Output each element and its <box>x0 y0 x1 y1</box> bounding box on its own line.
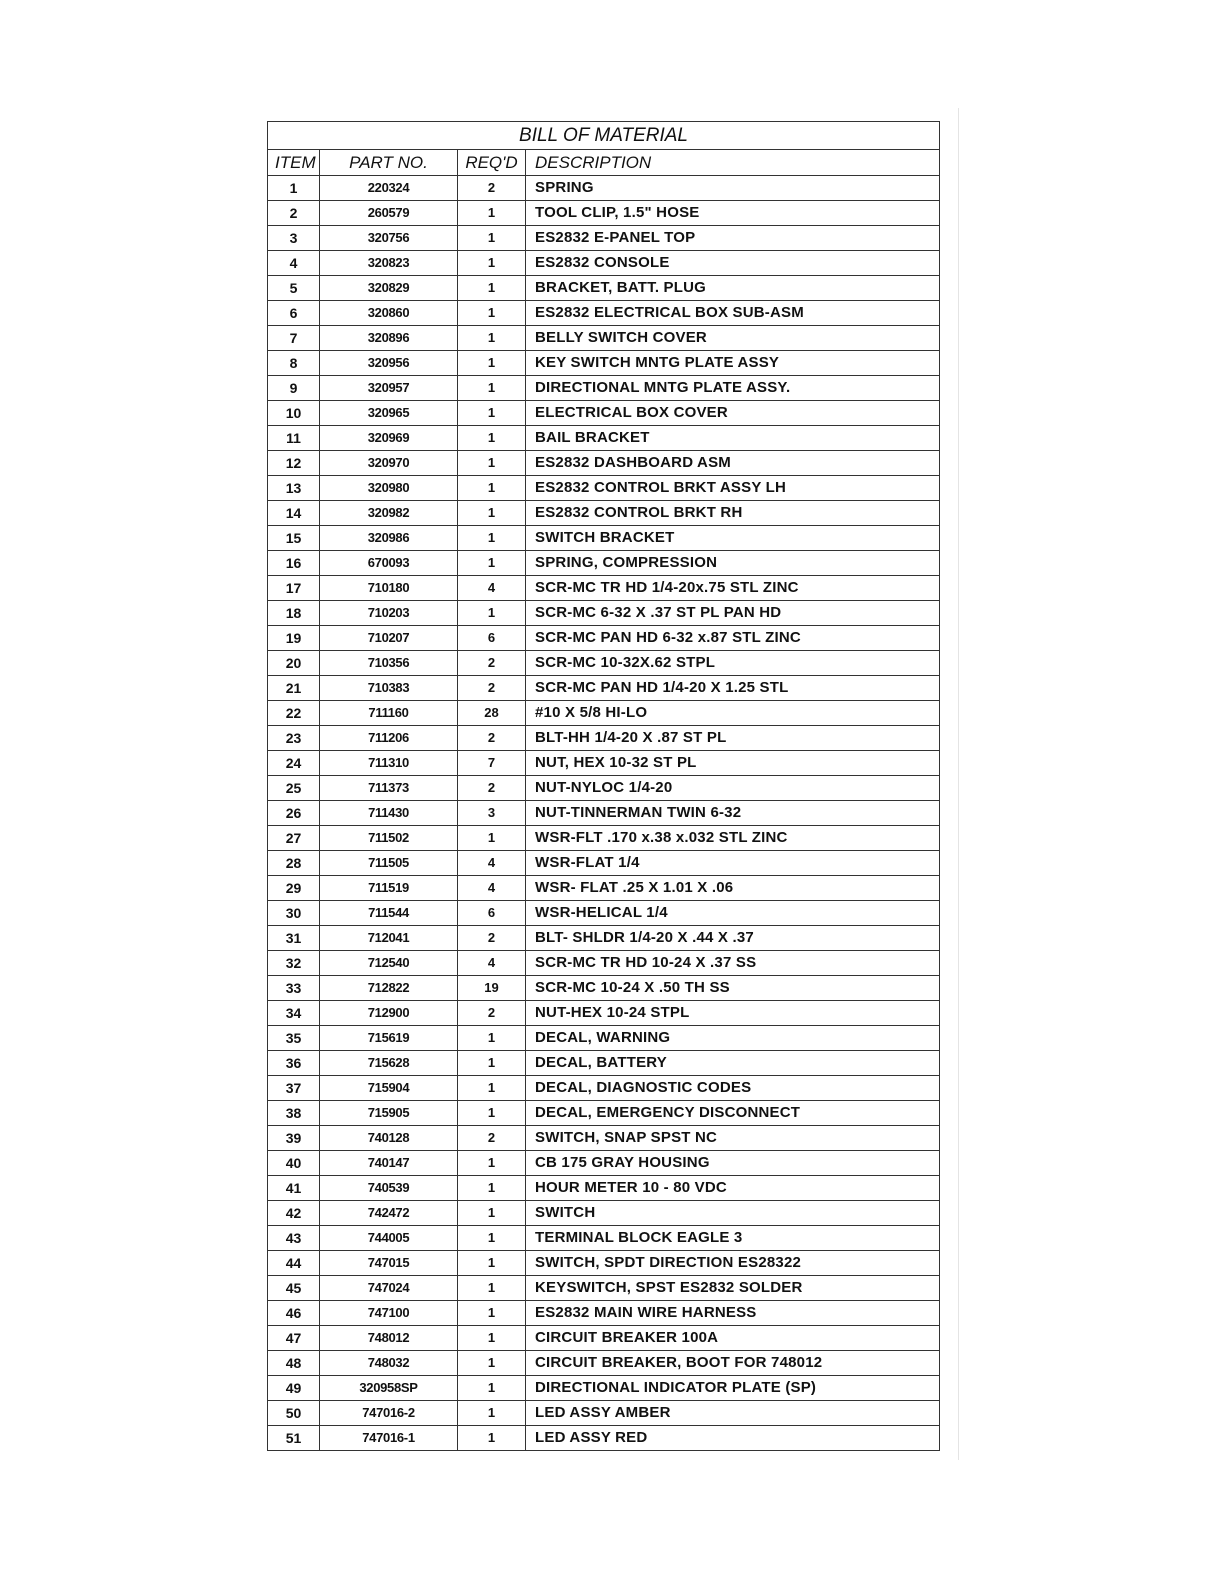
row-quantity: 7 <box>458 751 526 776</box>
row-item-number: 10 <box>268 401 320 426</box>
row-quantity: 1 <box>458 376 526 401</box>
row-item-number: 28 <box>268 851 320 876</box>
row-quantity: 19 <box>458 976 526 1001</box>
table-row <box>268 601 940 626</box>
column-header-item: ITEM <box>268 150 320 176</box>
row-part-number: 715619 <box>320 1026 458 1051</box>
table-row <box>268 751 940 776</box>
table-row <box>268 776 940 801</box>
row-item-number: 32 <box>268 951 320 976</box>
table-row <box>268 376 940 401</box>
row-part-number: 748012 <box>320 1326 458 1351</box>
table-row <box>268 251 940 276</box>
row-description: SWITCH BRACKET <box>526 526 940 551</box>
table-row <box>268 1176 940 1201</box>
row-description: DIRECTIONAL INDICATOR PLATE (SP) <box>526 1376 940 1401</box>
table-row <box>268 451 940 476</box>
row-part-number: 320970 <box>320 451 458 476</box>
table-row <box>268 201 940 226</box>
row-part-number: 711206 <box>320 726 458 751</box>
row-quantity: 1 <box>458 451 526 476</box>
row-item-number: 44 <box>268 1251 320 1276</box>
row-item-number: 18 <box>268 601 320 626</box>
row-item-number: 51 <box>268 1426 320 1451</box>
table-row <box>268 1351 940 1376</box>
row-part-number: 740128 <box>320 1126 458 1151</box>
row-part-number: 711519 <box>320 876 458 901</box>
row-part-number: 320958SP <box>320 1376 458 1401</box>
row-part-number: 740539 <box>320 1176 458 1201</box>
row-part-number: 220324 <box>320 176 458 201</box>
row-description: WSR-FLAT 1/4 <box>526 851 940 876</box>
row-part-number: 715904 <box>320 1076 458 1101</box>
table-row <box>268 1226 940 1251</box>
row-part-number: 320965 <box>320 401 458 426</box>
row-quantity: 1 <box>458 1326 526 1351</box>
table-row <box>268 926 940 951</box>
table-row <box>268 1076 940 1101</box>
table-row <box>268 426 940 451</box>
row-part-number: 747016-2 <box>320 1401 458 1426</box>
row-quantity: 1 <box>458 501 526 526</box>
row-description: NUT-HEX 10-24 STPL <box>526 1001 940 1026</box>
row-item-number: 30 <box>268 901 320 926</box>
row-quantity: 6 <box>458 901 526 926</box>
table-row <box>268 1201 940 1226</box>
row-description: LED ASSY AMBER <box>526 1401 940 1426</box>
row-part-number: 320956 <box>320 351 458 376</box>
table-title-row <box>268 122 940 150</box>
row-item-number: 22 <box>268 701 320 726</box>
row-quantity: 1 <box>458 251 526 276</box>
row-part-number: 320957 <box>320 376 458 401</box>
row-part-number: 747100 <box>320 1301 458 1326</box>
row-description: SCR-MC TR HD 10-24 X .37 SS <box>526 951 940 976</box>
row-part-number: 320896 <box>320 326 458 351</box>
row-description: ES2832 ELECTRICAL BOX SUB-ASM <box>526 301 940 326</box>
row-description: HOUR METER 10 - 80 VDC <box>526 1176 940 1201</box>
table-row <box>268 876 940 901</box>
row-part-number: 747024 <box>320 1276 458 1301</box>
row-description: BAIL BRACKET <box>526 426 940 451</box>
column-header-part-no: PART NO. <box>320 150 458 176</box>
row-quantity: 2 <box>458 926 526 951</box>
row-quantity: 1 <box>458 526 526 551</box>
row-item-number: 27 <box>268 826 320 851</box>
table-row <box>268 301 940 326</box>
row-part-number: 744005 <box>320 1226 458 1251</box>
row-description: TOOL CLIP, 1.5" HOSE <box>526 201 940 226</box>
row-quantity: 1 <box>458 1401 526 1426</box>
row-quantity: 1 <box>458 1226 526 1251</box>
row-item-number: 11 <box>268 426 320 451</box>
row-item-number: 5 <box>268 276 320 301</box>
row-quantity: 1 <box>458 1151 526 1176</box>
row-description: DIRECTIONAL MNTG PLATE ASSY. <box>526 376 940 401</box>
table-row <box>268 701 940 726</box>
row-quantity: 1 <box>458 351 526 376</box>
row-description: BELLY SWITCH COVER <box>526 326 940 351</box>
row-part-number: 260579 <box>320 201 458 226</box>
row-item-number: 13 <box>268 476 320 501</box>
bill-of-material-table <box>267 121 940 1451</box>
row-description: NUT, HEX 10-32 ST PL <box>526 751 940 776</box>
table-row <box>268 651 940 676</box>
row-item-number: 41 <box>268 1176 320 1201</box>
table-row <box>268 501 940 526</box>
row-description: SCR-MC PAN HD 6-32 x.87 STL ZINC <box>526 626 940 651</box>
table-row <box>268 726 940 751</box>
row-item-number: 6 <box>268 301 320 326</box>
row-item-number: 2 <box>268 201 320 226</box>
row-item-number: 16 <box>268 551 320 576</box>
table-row <box>268 976 940 1001</box>
row-part-number: 748032 <box>320 1351 458 1376</box>
row-quantity: 1 <box>458 301 526 326</box>
row-item-number: 8 <box>268 351 320 376</box>
table-row <box>268 551 940 576</box>
row-quantity: 1 <box>458 601 526 626</box>
row-item-number: 34 <box>268 1001 320 1026</box>
row-quantity: 1 <box>458 1376 526 1401</box>
table-header-row <box>268 150 940 176</box>
row-description: ES2832 CONSOLE <box>526 251 940 276</box>
row-part-number: 710207 <box>320 626 458 651</box>
row-quantity: 1 <box>458 426 526 451</box>
row-part-number: 320980 <box>320 476 458 501</box>
row-item-number: 12 <box>268 451 320 476</box>
table-row <box>268 1276 940 1301</box>
row-quantity: 2 <box>458 1126 526 1151</box>
row-quantity: 1 <box>458 1176 526 1201</box>
row-quantity: 4 <box>458 951 526 976</box>
row-description: SWITCH, SNAP SPST NC <box>526 1126 940 1151</box>
row-item-number: 47 <box>268 1326 320 1351</box>
row-item-number: 15 <box>268 526 320 551</box>
row-description: CIRCUIT BREAKER, BOOT FOR 748012 <box>526 1351 940 1376</box>
row-item-number: 33 <box>268 976 320 1001</box>
row-part-number: 711544 <box>320 901 458 926</box>
row-description: SCR-MC 10-32X.62 STPL <box>526 651 940 676</box>
row-item-number: 40 <box>268 1151 320 1176</box>
table-row <box>268 226 940 251</box>
row-item-number: 31 <box>268 926 320 951</box>
row-description: SCR-MC PAN HD 1/4-20 X 1.25 STL <box>526 676 940 701</box>
row-quantity: 4 <box>458 576 526 601</box>
row-quantity: 2 <box>458 176 526 201</box>
row-item-number: 20 <box>268 651 320 676</box>
row-description: ES2832 DASHBOARD ASM <box>526 451 940 476</box>
row-part-number: 710356 <box>320 651 458 676</box>
row-description: WSR-HELICAL 1/4 <box>526 901 940 926</box>
row-quantity: 1 <box>458 1051 526 1076</box>
table-row <box>268 1251 940 1276</box>
row-quantity: 1 <box>458 476 526 501</box>
table-row <box>268 801 940 826</box>
page-edge-line <box>958 108 959 1460</box>
row-description: SWITCH <box>526 1201 940 1226</box>
row-item-number: 45 <box>268 1276 320 1301</box>
row-description: NUT-TINNERMAN TWIN 6-32 <box>526 801 940 826</box>
row-part-number: 670093 <box>320 551 458 576</box>
table-row <box>268 576 940 601</box>
row-part-number: 715628 <box>320 1051 458 1076</box>
row-item-number: 37 <box>268 1076 320 1101</box>
row-item-number: 26 <box>268 801 320 826</box>
row-description: KEY SWITCH MNTG PLATE ASSY <box>526 351 940 376</box>
row-part-number: 715905 <box>320 1101 458 1126</box>
row-description: SPRING <box>526 176 940 201</box>
table-title: BILL OF MATERIAL <box>268 122 940 150</box>
table-row <box>268 1426 940 1451</box>
column-header-description: DESCRIPTION <box>526 150 940 176</box>
row-item-number: 19 <box>268 626 320 651</box>
row-description: SCR-MC 6-32 X .37 ST PL PAN HD <box>526 601 940 626</box>
table-row <box>268 826 940 851</box>
row-description: BRACKET, BATT. PLUG <box>526 276 940 301</box>
row-quantity: 1 <box>458 1101 526 1126</box>
row-item-number: 1 <box>268 176 320 201</box>
table-row <box>268 626 940 651</box>
row-description: ES2832 MAIN WIRE HARNESS <box>526 1301 940 1326</box>
row-quantity: 2 <box>458 676 526 701</box>
row-description: TERMINAL BLOCK EAGLE 3 <box>526 1226 940 1251</box>
row-quantity: 1 <box>458 201 526 226</box>
row-item-number: 39 <box>268 1126 320 1151</box>
row-part-number: 320829 <box>320 276 458 301</box>
row-quantity: 1 <box>458 1201 526 1226</box>
table-row <box>268 276 940 301</box>
table-row <box>268 176 940 201</box>
row-quantity: 1 <box>458 401 526 426</box>
row-part-number: 712900 <box>320 1001 458 1026</box>
row-item-number: 3 <box>268 226 320 251</box>
row-part-number: 711505 <box>320 851 458 876</box>
row-part-number: 320969 <box>320 426 458 451</box>
row-description: DECAL, DIAGNOSTIC CODES <box>526 1076 940 1101</box>
row-description: ES2832 CONTROL BRKT ASSY LH <box>526 476 940 501</box>
row-part-number: 742472 <box>320 1201 458 1226</box>
row-part-number: 320982 <box>320 501 458 526</box>
row-description: #10 X 5/8 HI-LO <box>526 701 940 726</box>
row-quantity: 2 <box>458 1001 526 1026</box>
row-description: SPRING, COMPRESSION <box>526 551 940 576</box>
row-description: DECAL, WARNING <box>526 1026 940 1051</box>
row-quantity: 1 <box>458 551 526 576</box>
row-item-number: 49 <box>268 1376 320 1401</box>
table-row <box>268 1376 940 1401</box>
table-row <box>268 1026 940 1051</box>
row-item-number: 7 <box>268 326 320 351</box>
row-description: CB 175 GRAY HOUSING <box>526 1151 940 1176</box>
row-item-number: 21 <box>268 676 320 701</box>
row-quantity: 1 <box>458 1026 526 1051</box>
row-part-number: 747016-1 <box>320 1426 458 1451</box>
row-part-number: 710203 <box>320 601 458 626</box>
table-row <box>268 851 940 876</box>
table-row <box>268 1151 940 1176</box>
row-part-number: 712822 <box>320 976 458 1001</box>
row-description: ES2832 E-PANEL TOP <box>526 226 940 251</box>
row-description: WSR-FLT .170 x.38 x.032 STL ZINC <box>526 826 940 851</box>
row-item-number: 14 <box>268 501 320 526</box>
table-row <box>268 401 940 426</box>
table-row <box>268 326 940 351</box>
row-item-number: 17 <box>268 576 320 601</box>
row-part-number: 710383 <box>320 676 458 701</box>
table-row <box>268 1126 940 1151</box>
row-quantity: 1 <box>458 1251 526 1276</box>
table-row <box>268 1301 940 1326</box>
row-item-number: 38 <box>268 1101 320 1126</box>
table-row <box>268 951 940 976</box>
table-row <box>268 351 940 376</box>
row-quantity: 1 <box>458 1076 526 1101</box>
row-description: DECAL, BATTERY <box>526 1051 940 1076</box>
row-part-number: 711502 <box>320 826 458 851</box>
row-quantity: 1 <box>458 1276 526 1301</box>
row-description: KEYSWITCH, SPST ES2832 SOLDER <box>526 1276 940 1301</box>
table-row <box>268 676 940 701</box>
row-item-number: 46 <box>268 1301 320 1326</box>
table-row <box>268 1326 940 1351</box>
row-description: BLT- SHLDR 1/4-20 X .44 X .37 <box>526 926 940 951</box>
row-part-number: 747015 <box>320 1251 458 1276</box>
row-quantity: 1 <box>458 276 526 301</box>
table-body <box>268 176 940 1451</box>
row-quantity: 2 <box>458 776 526 801</box>
row-quantity: 1 <box>458 1426 526 1451</box>
row-quantity: 2 <box>458 726 526 751</box>
row-quantity: 1 <box>458 1301 526 1326</box>
row-part-number: 710180 <box>320 576 458 601</box>
row-description: WSR- FLAT .25 X 1.01 X .06 <box>526 876 940 901</box>
row-part-number: 320823 <box>320 251 458 276</box>
table-row <box>268 1401 940 1426</box>
row-part-number: 711373 <box>320 776 458 801</box>
row-part-number: 740147 <box>320 1151 458 1176</box>
row-item-number: 4 <box>268 251 320 276</box>
row-quantity: 3 <box>458 801 526 826</box>
row-description: SCR-MC 10-24 X .50 TH SS <box>526 976 940 1001</box>
row-item-number: 24 <box>268 751 320 776</box>
row-item-number: 29 <box>268 876 320 901</box>
row-item-number: 35 <box>268 1026 320 1051</box>
row-part-number: 711160 <box>320 701 458 726</box>
row-quantity: 1 <box>458 226 526 251</box>
row-description: NUT-NYLOC 1/4-20 <box>526 776 940 801</box>
row-item-number: 48 <box>268 1351 320 1376</box>
row-part-number: 711430 <box>320 801 458 826</box>
row-description: DECAL, EMERGENCY DISCONNECT <box>526 1101 940 1126</box>
row-part-number: 320860 <box>320 301 458 326</box>
column-header-reqd: REQ'D <box>458 150 526 176</box>
row-quantity: 1 <box>458 326 526 351</box>
row-part-number: 320986 <box>320 526 458 551</box>
row-item-number: 23 <box>268 726 320 751</box>
row-description: ES2832 CONTROL BRKT RH <box>526 501 940 526</box>
row-item-number: 42 <box>268 1201 320 1226</box>
row-quantity: 28 <box>458 701 526 726</box>
row-part-number: 320756 <box>320 226 458 251</box>
row-quantity: 4 <box>458 851 526 876</box>
table-row <box>268 526 940 551</box>
row-quantity: 6 <box>458 626 526 651</box>
row-item-number: 9 <box>268 376 320 401</box>
table-row <box>268 1051 940 1076</box>
row-quantity: 2 <box>458 651 526 676</box>
row-item-number: 43 <box>268 1226 320 1251</box>
table-row <box>268 901 940 926</box>
row-item-number: 36 <box>268 1051 320 1076</box>
row-quantity: 1 <box>458 826 526 851</box>
table-row <box>268 1001 940 1026</box>
row-part-number: 712540 <box>320 951 458 976</box>
row-item-number: 25 <box>268 776 320 801</box>
row-item-number: 50 <box>268 1401 320 1426</box>
row-description: CIRCUIT BREAKER 100A <box>526 1326 940 1351</box>
row-quantity: 4 <box>458 876 526 901</box>
row-description: SWITCH, SPDT DIRECTION ES28322 <box>526 1251 940 1276</box>
table-row <box>268 1101 940 1126</box>
row-description: ELECTRICAL BOX COVER <box>526 401 940 426</box>
row-part-number: 711310 <box>320 751 458 776</box>
row-description: SCR-MC TR HD 1/4-20x.75 STL ZINC <box>526 576 940 601</box>
row-quantity: 1 <box>458 1351 526 1376</box>
row-description: BLT-HH 1/4-20 X .87 ST PL <box>526 726 940 751</box>
table-row <box>268 476 940 501</box>
row-part-number: 712041 <box>320 926 458 951</box>
row-description: LED ASSY RED <box>526 1426 940 1451</box>
